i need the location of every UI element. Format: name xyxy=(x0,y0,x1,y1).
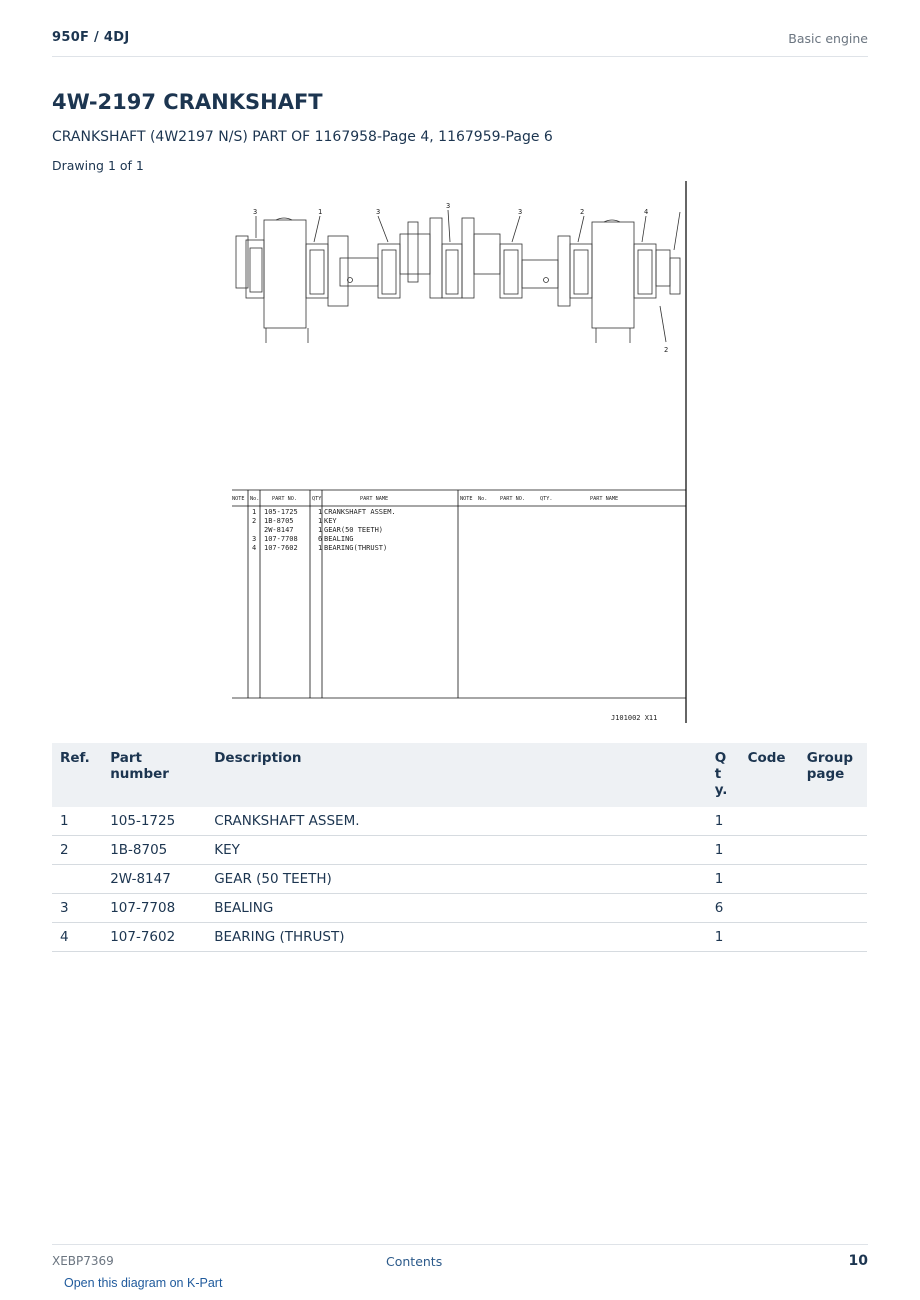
callout-label: 2 xyxy=(580,208,585,216)
callout-label: 3 xyxy=(446,202,451,210)
cell-ref: 2 xyxy=(52,836,102,865)
cell-part-number: 107-7708 xyxy=(102,894,206,923)
cell-ref: 4 xyxy=(52,923,102,952)
drawing-header: No. xyxy=(478,496,488,502)
drawing-code: J101002 X11 xyxy=(611,714,658,722)
header-part-number: Part number xyxy=(102,743,206,807)
drawing-parts-list-grid xyxy=(232,490,686,698)
header-description: Description xyxy=(206,743,707,807)
cell-group-page xyxy=(799,836,867,865)
page-title: 4W-2197 CRANKSHAFT xyxy=(52,90,323,114)
drawing-row-qty: 1 xyxy=(318,544,323,552)
parts-table-header xyxy=(52,743,867,807)
header-group-page: Group page xyxy=(799,743,867,807)
drawing-row-no: 4 xyxy=(252,544,257,552)
cell-qty: 6 xyxy=(707,894,740,923)
cell-code xyxy=(740,836,799,865)
drawing-count: Drawing 1 of 1 xyxy=(52,158,144,173)
cell-ref: 3 xyxy=(52,894,102,923)
cell-description: KEY xyxy=(206,836,707,865)
cell-description: BEARING (THRUST) xyxy=(206,923,707,952)
drawing-row-qty: 1 xyxy=(318,526,323,534)
drawing-header: PART NO. xyxy=(272,496,297,502)
page-header xyxy=(52,28,868,57)
cell-description: BEALING xyxy=(206,894,707,923)
cell-ref xyxy=(52,865,102,894)
drawing-header: PART NO. xyxy=(500,496,525,502)
cell-group-page xyxy=(799,807,867,836)
drawing-row-qty: 1 xyxy=(318,508,323,516)
cell-qty: 1 xyxy=(707,923,740,952)
callout-label: 3 xyxy=(518,208,523,216)
header-code: Code xyxy=(740,743,799,807)
drawing-row-qty: 1 xyxy=(318,517,323,525)
drawing-row-part: 107-7708 xyxy=(264,535,298,543)
cell-code xyxy=(740,923,799,952)
open-kpart-link[interactable]: Open this diagram on K-Part xyxy=(64,1276,223,1290)
callout-label: 3 xyxy=(376,208,381,216)
header-ref: Ref. xyxy=(52,743,102,807)
callout-label: 3 xyxy=(253,208,258,216)
page-subtitle: CRANKSHAFT (4W2197 N/S) PART OF 1167958-Page 4, 1167959-Page 6 xyxy=(52,129,553,145)
drawing-header: PART NAME xyxy=(360,496,389,502)
cell-ref: 1 xyxy=(52,807,102,836)
cell-part-number: 105-1725 xyxy=(102,807,206,836)
cell-code xyxy=(740,894,799,923)
table-row xyxy=(52,865,867,894)
cell-qty: 1 xyxy=(707,807,740,836)
cell-part-number: 2W-8147 xyxy=(102,865,206,894)
cell-code xyxy=(740,807,799,836)
crankshaft-illustration xyxy=(236,210,680,343)
table-row xyxy=(52,894,867,923)
cell-description: GEAR (50 TEETH) xyxy=(206,865,707,894)
drawing-header: PART NAME xyxy=(590,496,619,502)
cell-group-page xyxy=(799,894,867,923)
contents-link[interactable]: Contents xyxy=(386,1254,443,1269)
cell-code xyxy=(740,865,799,894)
cell-qty: 1 xyxy=(707,836,740,865)
drawing-row-no: 2 xyxy=(252,517,257,525)
drawing-row-name: GEAR(50 TEETH) xyxy=(324,526,384,534)
header-qty: Qty. xyxy=(707,743,740,807)
drawing-row-part: 2W-8147 xyxy=(264,526,294,534)
table-row xyxy=(52,836,867,865)
cell-part-number: 107-7602 xyxy=(102,923,206,952)
machine-model: 950F / 4DJ xyxy=(52,30,130,45)
section-name: Basic engine xyxy=(788,31,868,46)
crankshaft-drawing-svg xyxy=(228,178,693,726)
drawing-header: QTY xyxy=(312,496,322,502)
drawing-row-name: KEY xyxy=(324,517,337,525)
table-row xyxy=(52,923,867,952)
drawing-row-part: 105-1725 xyxy=(264,508,298,516)
cell-part-number: 1B-8705 xyxy=(102,836,206,865)
drawing-header: NOTE xyxy=(460,496,473,502)
cell-group-page xyxy=(799,865,867,894)
drawing-row-name: BEALING xyxy=(324,535,354,543)
cell-description: CRANKSHAFT ASSEM. xyxy=(206,807,707,836)
callout-label: 1 xyxy=(318,208,323,216)
callout-label: 4 xyxy=(644,208,649,216)
drawing-row-qty: 6 xyxy=(318,535,323,543)
drawing-header: No. xyxy=(250,496,260,502)
drawing-row-name: CRANKSHAFT ASSEM. xyxy=(324,508,396,516)
drawing-header: QTY. xyxy=(540,496,553,502)
parts-table xyxy=(52,743,867,952)
document-id: XEBP7369 xyxy=(52,1254,114,1268)
drawing-row-name: BEARING(THRUST) xyxy=(324,544,388,552)
drawing-row-no: 1 xyxy=(252,508,257,516)
drawing-row-no: 3 xyxy=(252,535,257,543)
drawing-row-part: 107-7602 xyxy=(264,544,298,552)
cell-qty: 1 xyxy=(707,865,740,894)
drawing-header: NOTE xyxy=(232,496,245,502)
parts-drawing xyxy=(228,178,693,726)
drawing-row-part: 1B-8705 xyxy=(264,517,294,525)
callout-label: 2 xyxy=(664,346,669,354)
table-row xyxy=(52,807,867,836)
cell-group-page xyxy=(799,923,867,952)
page-number: 10 xyxy=(848,1253,868,1269)
